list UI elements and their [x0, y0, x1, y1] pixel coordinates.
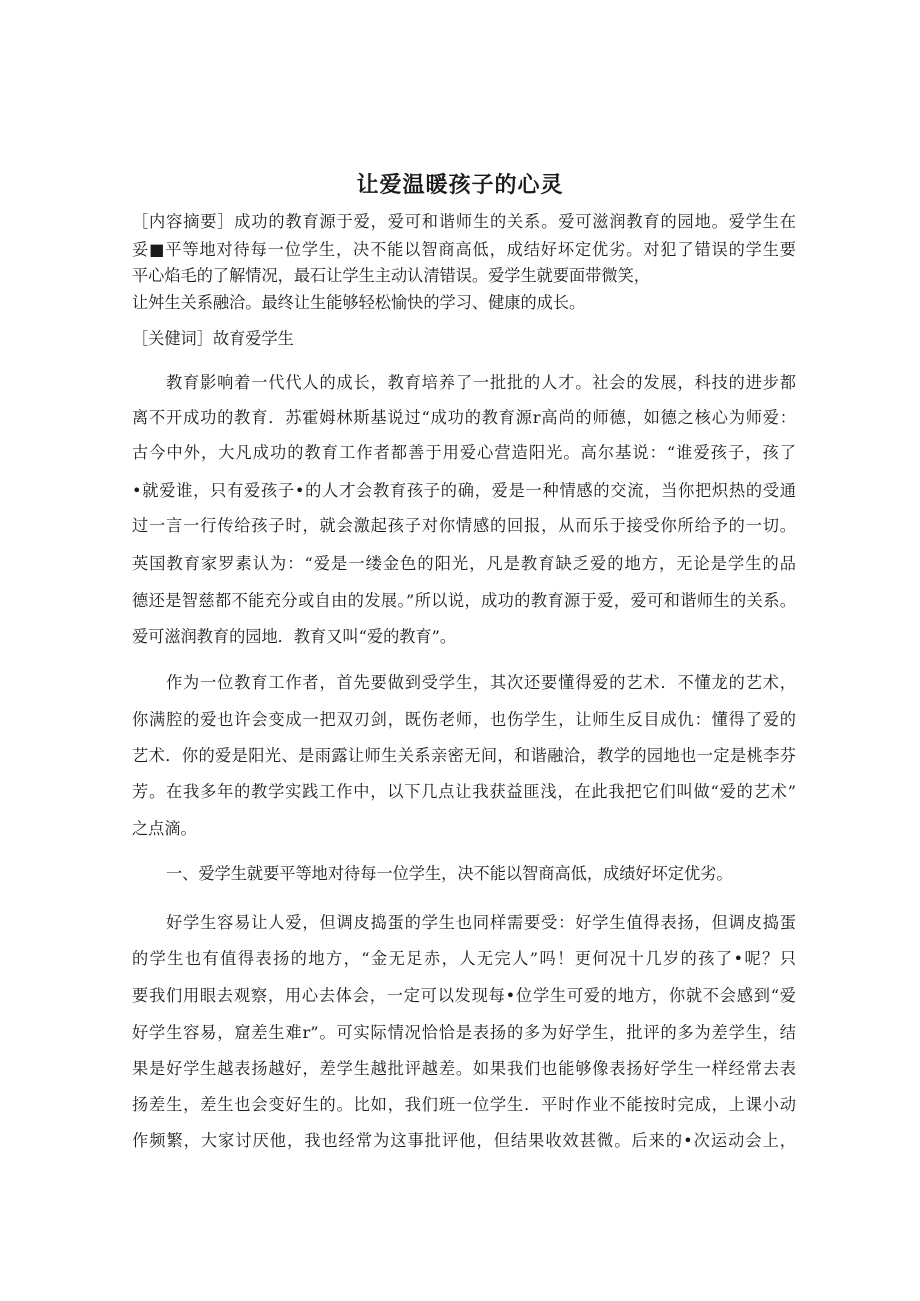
section-heading: 一、爱学生就要平等地对待每一位学生，决不能以智商高低，成绩好坏定优劣。 — [166, 864, 733, 883]
paragraph-line: 你满腔的爱也许会变成一把双刃剑，既伤老师，也伤学生，让师生反目成仇：懂得了爱的 — [132, 710, 796, 729]
paragraph-line: 过一言一行传给孩子时，就会激起孩子对你情感的回报，从而乐于接受你所给予的一切。 — [132, 516, 796, 535]
paragraph-line: 好学生容易，窟差生难r”。可实际情况恰恰是表扬的多为好学生，批评的多为差学生，结 — [132, 1023, 796, 1042]
abstract-line: ［内容摘要］成功的教育源于爱，爱可和谐师生的关系。爱可滋润教育的园地。爱学生在 — [132, 212, 796, 231]
paragraph-line: 古今中外，大凡成功的教育工作者都善于用爱心营造阳光。高尔基说：“谁爱孩子，孩了 — [132, 443, 796, 462]
document-title: 让爱温暖孩子的心灵 — [356, 173, 564, 198]
abstract-line: 平心焰毛的了解情况，最石让学生主动认清错误。爱学生就要面带微笑， — [132, 266, 650, 285]
paragraph-line: 德还是智慈都不能充分或自由的发展。”所以说，成功的教育源于爱，爱可和谐师生的关系。 — [132, 591, 796, 610]
paragraph-line: 好学生容易让人爱，但调皮捣蛋的学生也同样需要受：好学生值得表扬，但调皮捣蛋 — [166, 913, 796, 932]
paragraph-line: 要我们用眼去观察，用心去体会，一定可以发现每•位学生可爱的地方，你就不会感到“爱 — [132, 986, 796, 1005]
paragraph-line: •就爱谁，只有爱孩子•的人才会教育孩子的确，爱是一种情感的交流，当你把炽热的受通 — [132, 481, 796, 500]
paragraph-line: 芳。在我多年的教学实践工作中，以下几点让我获益匪浅，在此我把它们叫做“爱的艺术” — [132, 782, 796, 801]
paragraph-line: 之点滴。 — [132, 819, 197, 838]
paragraph-line: 教育影响着一代代人的成长，教育培养了一批批的人才。社会的发展，科技的进步都 — [166, 373, 796, 392]
paragraph-line: 果是好学生越表扬越好，差学生越批评越差。如果我们也能够像表扬好学生一样经常去表 — [132, 1059, 796, 1078]
abstract-line: 让舛生关系融洽。最终让生能够轻松愉快的学习、健康的成长。 — [132, 293, 586, 312]
keywords-line: ［关健词］故育爱学生 — [132, 329, 294, 348]
paragraph-line: 作为一位教育工作者，首先要做到受学生，其次还要懂得爱的艺术．不懂龙的艺术， — [166, 673, 796, 692]
paragraph-line: 作频繁，大家讨厌他，我也经常为这事批评他，但结果收效甚微。后来的•次运动会上， — [132, 1131, 796, 1150]
paragraph-line: 离不开成功的教育．苏霍姆林斯基说过“成功的教育源r高尚的师德，如德之核心为师爱： — [132, 408, 796, 427]
paragraph-line: 爱可滋润教育的园地．教育又叫“爱的教育”。 — [132, 627, 457, 646]
paragraph-line: 扬差生，差生也会变好生的。比如，我们班一位学生．平时作业不能按时完成，上课小动 — [132, 1095, 796, 1114]
paragraph-line: 艺术．你的爱是阳光、是雨露让师生关系亲密无间，和谐融洽，教学的园地也一定是桃李芬 — [132, 746, 796, 765]
paragraph-line: 英国教育家罗素认为：“爱是一缕金色的阳光，凡是教育缺乏爱的地方，无论是学生的品 — [132, 554, 796, 573]
paragraph-line: 的学生也有值得表扬的地方，“金无足赤，人无完人”吗！更何况十几岁的孩了•呢？只 — [132, 949, 796, 968]
abstract-line: 妥■平等地对待每一位学生，决不能以智商高低，成结好坏定优劣。对犯了错误的学生要 — [132, 240, 796, 259]
